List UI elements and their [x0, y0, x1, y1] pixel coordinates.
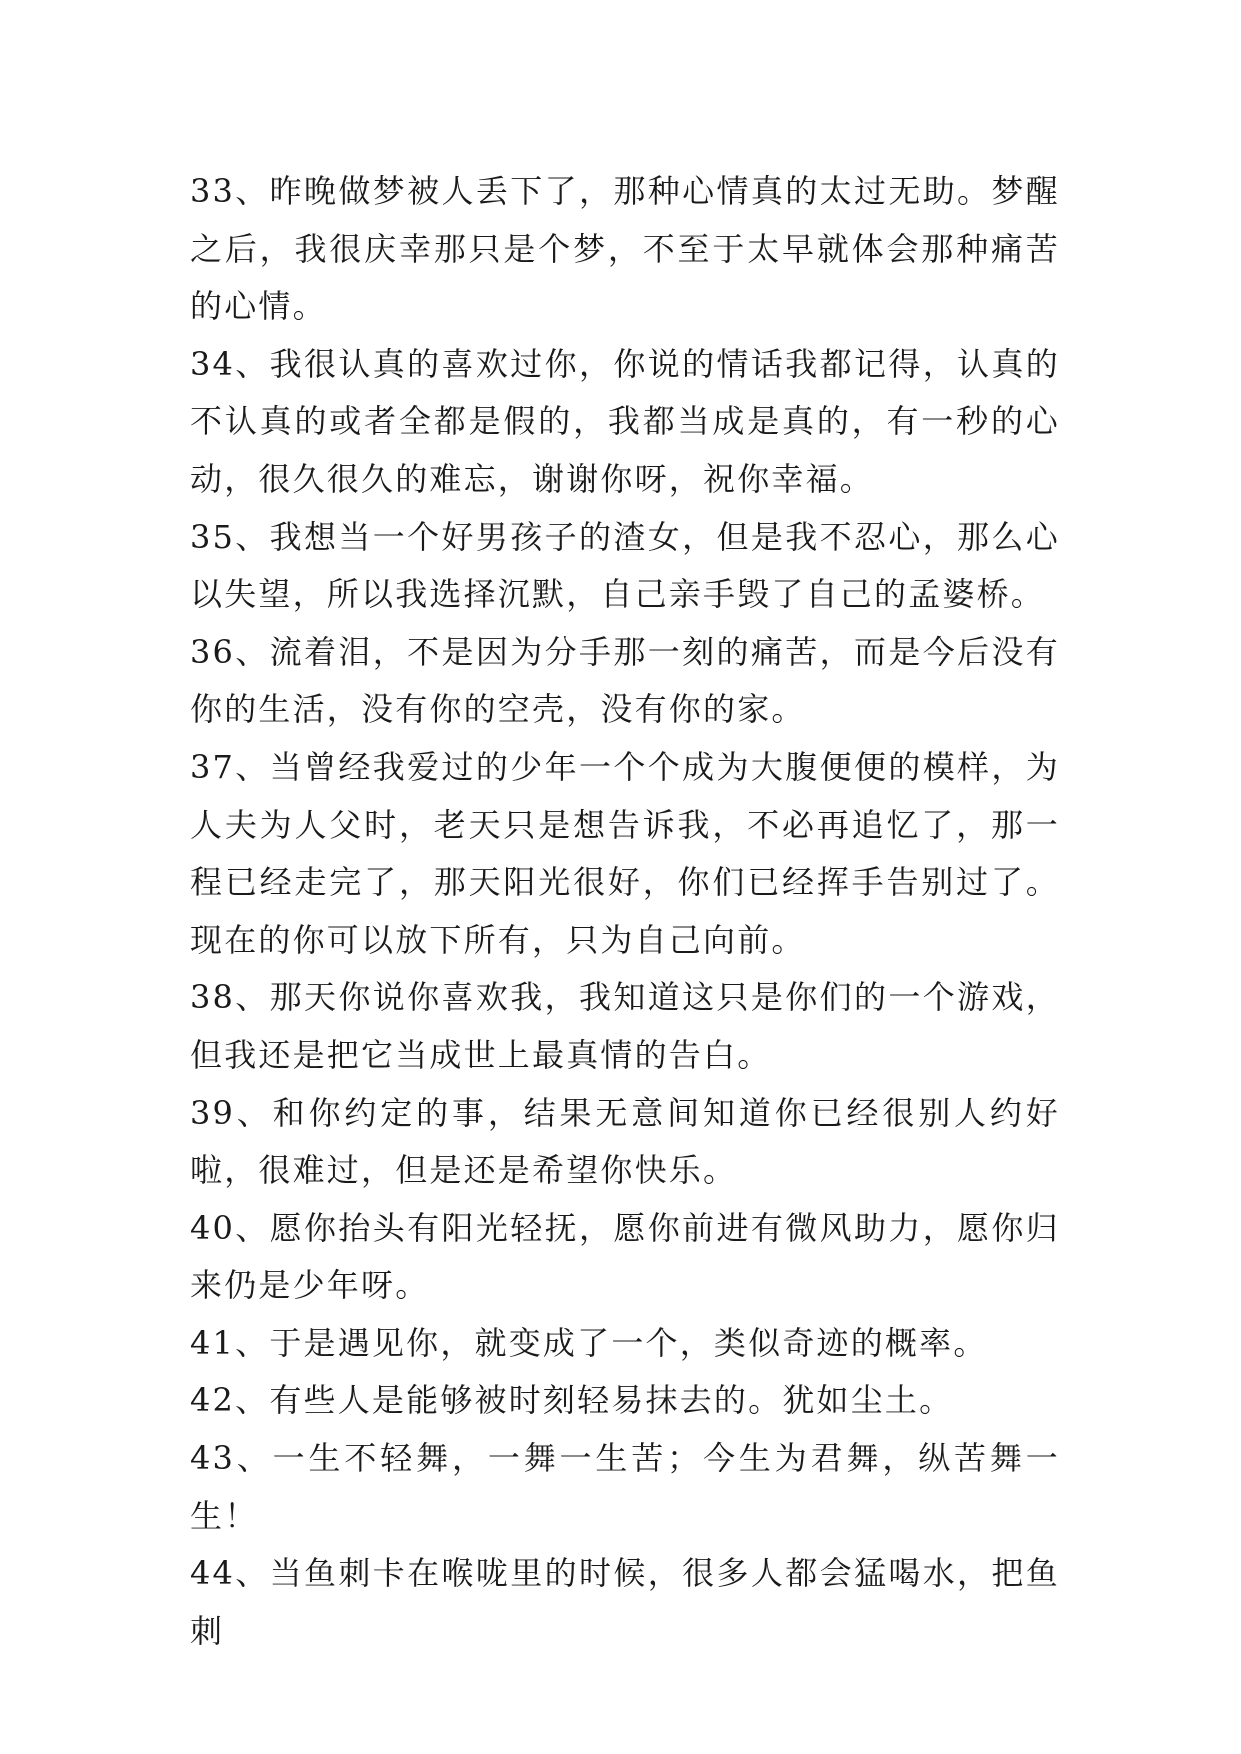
paragraph-37: 37、当曾经我爱过的少年一个个成为大腹便便的模样，为人夫为人父时，老天只是想告诉我，不必再追忆了，那一程已经走完了，那天阳光很好，你们已经挥手告别过了。现在的你可以放下所有，只为自己向前。	[190, 747, 1060, 959]
document-body	[190, 163, 1060, 1660]
paragraph-34: 34、我很认真的喜欢过你，你说的情话我都记得，认真的不认真的或者全都是假的，我都当成是真的，有一秒的心动，很久很久的难忘，谢谢你呀，祝你幸福。	[190, 344, 1060, 498]
paragraph-42: 42、有些人是能够被时刻轻易抹去的。犹如尘土。	[190, 1381, 954, 1420]
paragraph-36: 36、流着泪，不是因为分手那一刻的痛苦，而是今后没有你的生活，没有你的空壳，没有你的家。	[190, 632, 1060, 729]
paragraph-35: 35、我想当一个好男孩子的渣女，但是我不忍心，那么心以失望，所以我选择沉默，自己亲手毁了自己的孟婆桥。	[190, 517, 1060, 614]
paragraph-41: 41、于是遇见你，就变成了一个，类似奇迹的概率。	[190, 1323, 988, 1362]
paragraph-44: 44、当鱼刺卡在喉咙里的时候，很多人都会猛喝水，把鱼刺	[190, 1554, 1060, 1650]
paragraph-38: 38、那天你说你喜欢我，我知道这只是你们的一个游戏，但我还是把它当成世上最真情的告白。	[190, 978, 1060, 1074]
paragraph-39: 39、和你约定的事，结果无意间知道你已经很别人约好啦，很难过，但是还是希望你快乐。	[190, 1093, 1060, 1190]
paragraph-33: 33、昨晚做梦被人丢下了，那种心情真的太过无助。梦醒之后，我很庆幸那只是个梦，不至于太早就体会那种痛苦的心情。	[190, 172, 1060, 326]
paragraph-43: 43、一生不轻舞，一舞一生苦；今生为君舞，纵苦舞一生！	[190, 1439, 1060, 1535]
paragraph-40: 40、愿你抬头有阳光轻抚，愿你前进有微风助力，愿你归来仍是少年呀。	[190, 1208, 1060, 1305]
